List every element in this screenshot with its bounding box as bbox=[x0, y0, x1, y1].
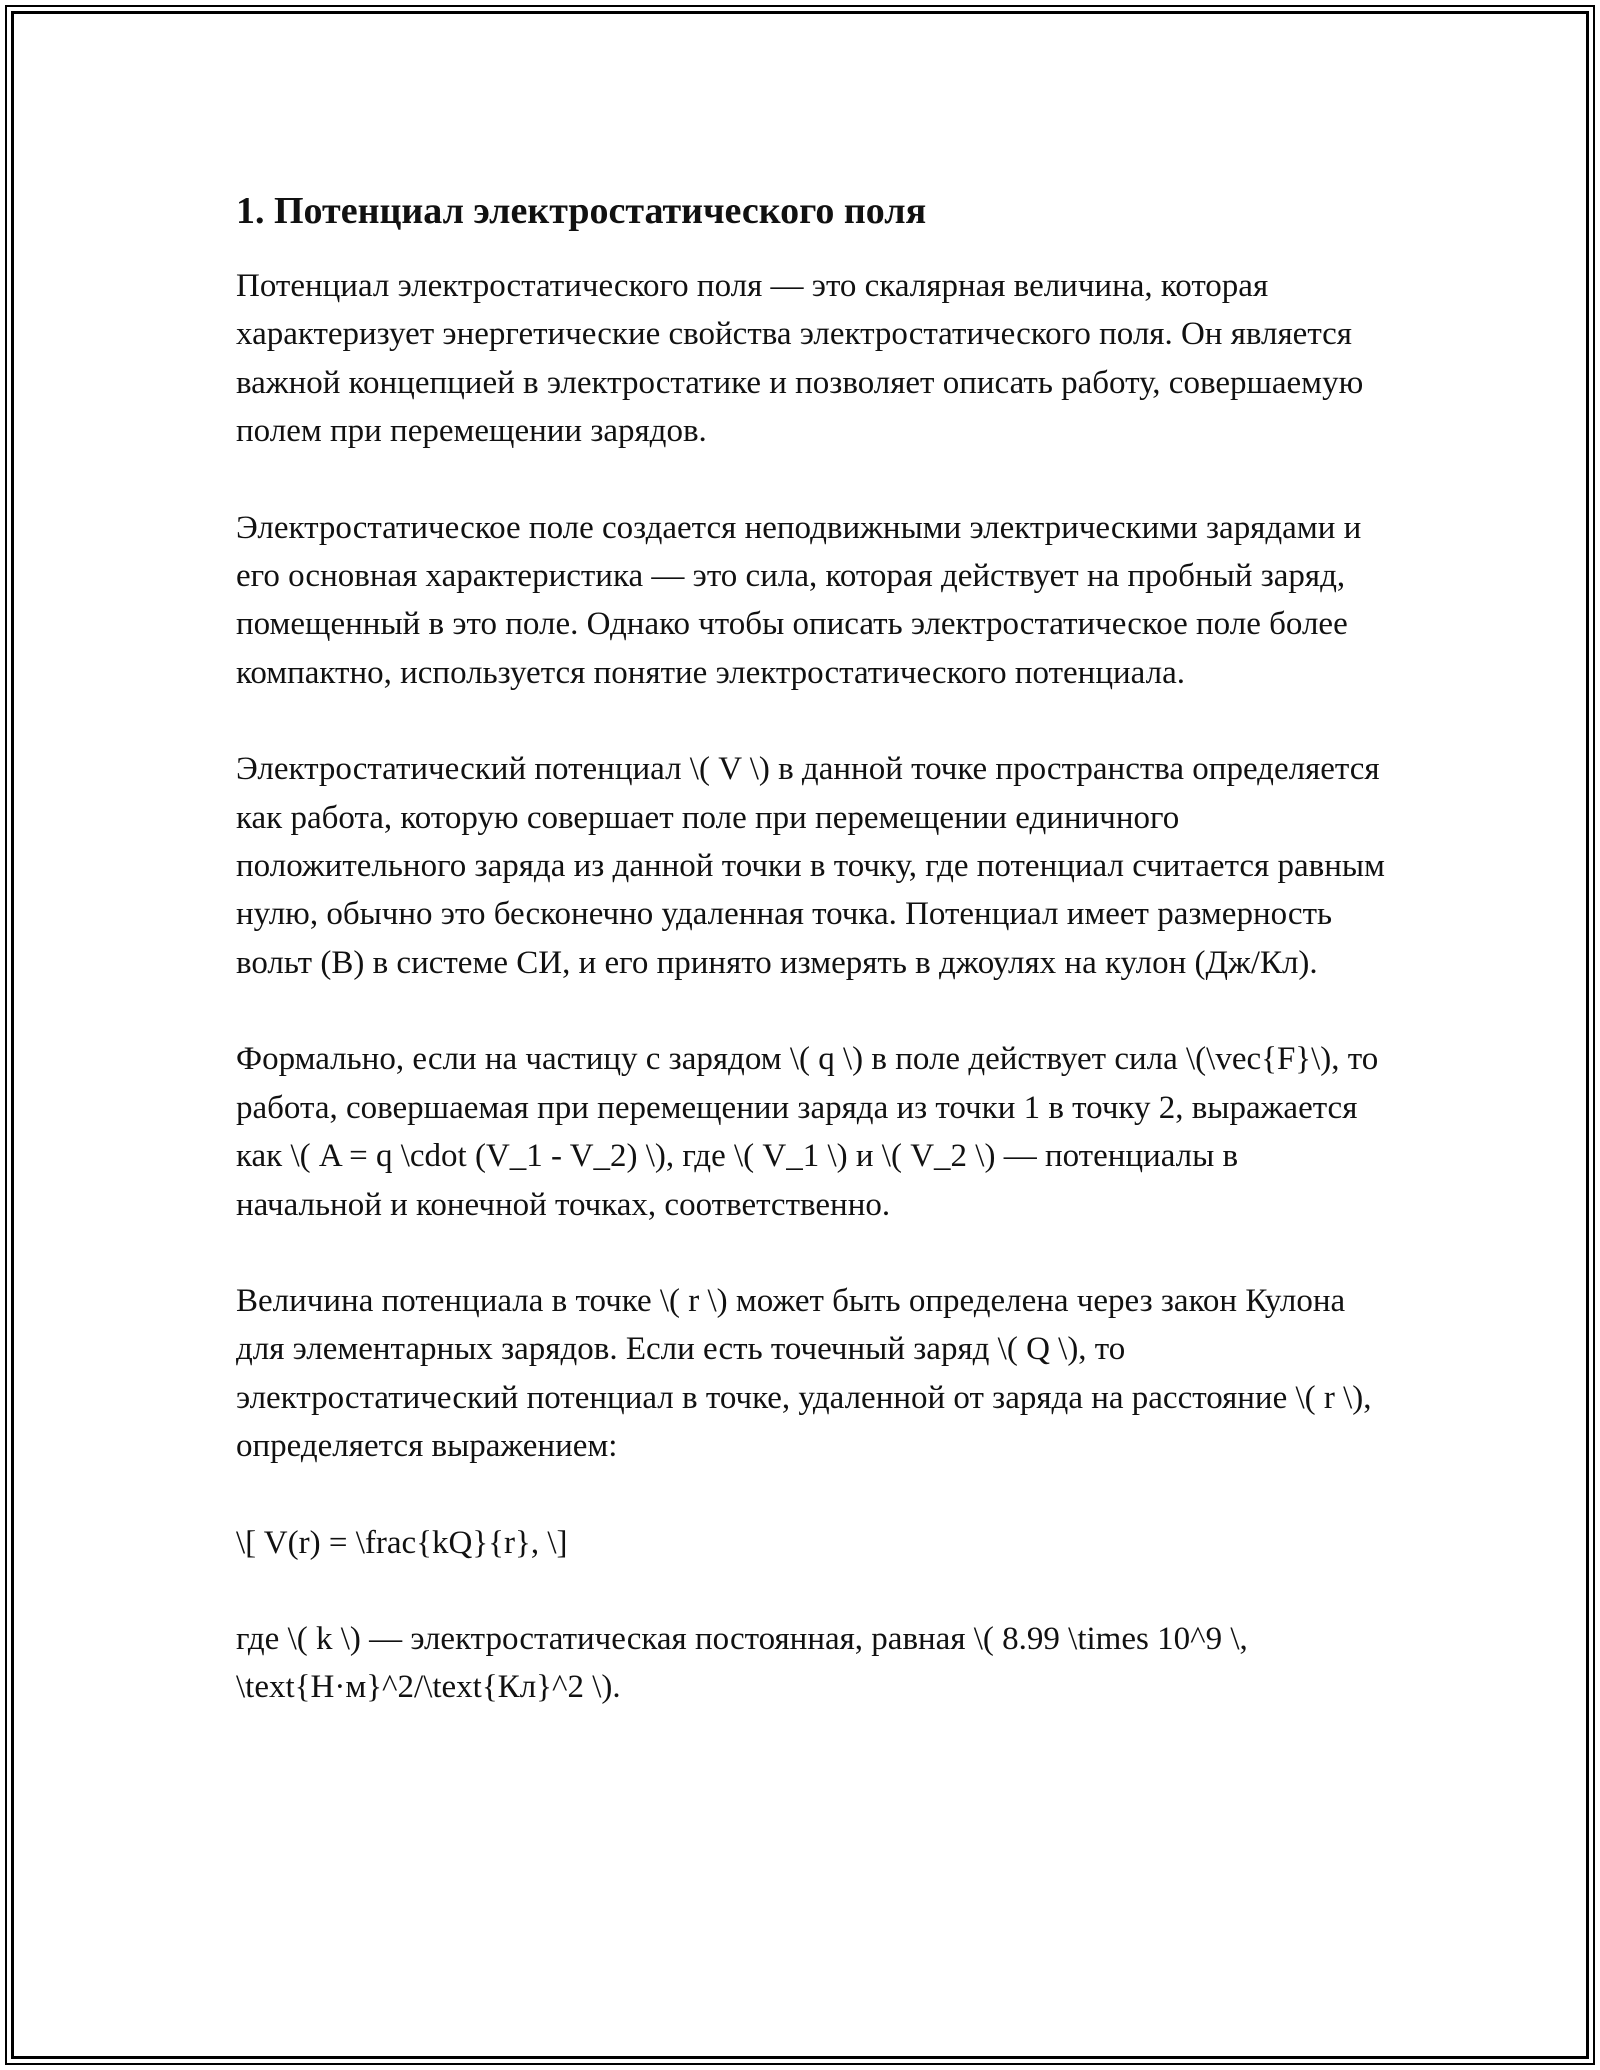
document-body bbox=[236, 187, 1386, 1760]
paragraph-field-force: Электростатическое поле создается неподвижными электрическими зарядами и его основная характеристика — это сила, которая действует на пробный заряд, помещенный в это поле. Однако чтобы описать электростатическое поле более компактно, используется понятие электростатического потенциала. bbox=[236, 509, 1362, 691]
display-equation: \[ V(r) = \frac{kQ}{r}, \] bbox=[236, 1524, 568, 1561]
section-title: 1. Потенциал электростатического поля bbox=[236, 190, 927, 232]
paragraph-intro: Потенциал электростатического поля — это скалярная величина, которая характеризует энергетические свойства электростатического поля. Он является важной концепцией в электростатике и позволяет описать работу, совершаемую полем при перемещении зарядов. bbox=[236, 268, 1364, 450]
paragraph-potential-definition: Электростатический потенциал \( V \) в данной точке пространства определяется как работа, которую совершает поле при перемещении единичного положительного заряда из данной точки в точку, где потенциал считается равным нулю, обычно это бесконечно удаленная точка. Потенциал имеет размерность вольт (В) в системе СИ, и его принято измерять в джоулях на кулон (Дж/Кл). bbox=[236, 751, 1385, 981]
paragraph-work-formula: Формально, если на частицу с зарядом \( q \) в поле действует сила \(\vec{F}\), то работа, совершаемая при перемещении заряда из точки 1 в точку 2, выражается как \( A = q \cdot (V_1 - V_2) \), где \( V_1 \) и \( V_2 \) — потенциалы в начальной и конечной точках, соответственно. bbox=[236, 1041, 1379, 1223]
paragraph-constant: где \( k \) — электростатическая постоянная, равная \( 8.99 \times 10^9 \, \text{Н·м}^2/\text{Кл}^2 \). bbox=[236, 1620, 1248, 1706]
paragraph-coulomb: Величина потенциала в точке \( r \) может быть определена через закон Кулона для элементарных зарядов. Если есть точечный заряд \( Q \), то электростатический потенциал в точке, удаленной от заряда на расстояние \( r \), определяется выражением: bbox=[236, 1282, 1372, 1465]
